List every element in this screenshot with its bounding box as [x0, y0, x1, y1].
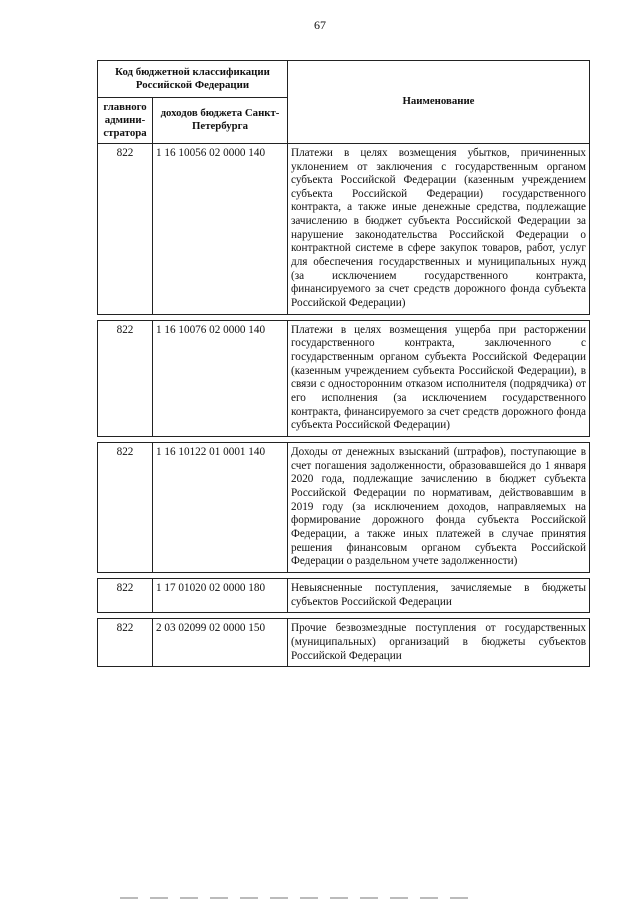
table-row	[98, 143, 590, 314]
name-cell: Доходы от денежных взысканий (штрафов), поступающие в счет погашения задолженности, образовавшейся до 1 января 2020 года, подлежащие зачислению в бюджет субъекта Российской Федерации по нормативам, действовавшим в 2019 году (за исключением доходов, направляемых на формирование дорожного фонда субъекта Российской Федерации, а также иных платежей в случае принятия решения финансовым органом субъекта Российской Федерации о раздельном учете задолженности)	[288, 442, 590, 572]
income-code-cell: 2 03 02099 02 0000 150	[153, 619, 288, 667]
header-main-administrator: главного админи-стратора	[98, 98, 153, 144]
admin-code-cell: 822	[98, 578, 153, 612]
name-cell: Невыясненные поступления, зачисляемые в бюджеты субъектов Российской Федерации	[288, 578, 590, 612]
budget-classification-table	[97, 60, 590, 667]
admin-code-cell: 822	[98, 320, 153, 436]
table-row	[98, 578, 590, 612]
header-budget-classification-code: Код бюджетной классификации Российской Федерации	[98, 61, 288, 98]
admin-code-cell: 822	[98, 442, 153, 572]
name-cell: Платежи в целях возмещения ущерба при расторжении государственного контракта, заключенного с государственным органом субъекта Российской Федерации (казенным учреждением субъекта Российской Федерации), в связи с односторонним отказом исполнителя (подрядчика) от его исполнения (за исключением государственного контракта, финансируемого за счет средств дорожного фонда субъекта Российской Федерации)	[288, 320, 590, 436]
admin-code-cell: 822	[98, 619, 153, 667]
header-name: Наименование	[288, 61, 590, 144]
income-code-cell: 1 16 10076 02 0000 140	[153, 320, 288, 436]
table-row	[98, 442, 590, 572]
admin-code-cell: 822	[98, 143, 153, 314]
income-code-cell: 1 16 10122 01 0001 140	[153, 442, 288, 572]
footer-scan-mark	[120, 897, 470, 899]
name-cell: Платежи в целях возмещения убытков, причиненных уклонением от заключения с государственным органом субъекта Российской Федерации (казенным учреждением субъекта Российской Федерации) государственного контракта, а также иные денежные средства, подлежащие зачислению в бюджет субъекта Российской Федерации за нарушение законодательства Российской Федерации о контрактной системе в сфере закупок товаров, работ, услуг для обеспечения государственных и муниципальных нужд (за исключением государственного контракта, финансируемого за счет средств дорожного фонда субъекта Российской Федерации)	[288, 143, 590, 314]
income-code-cell: 1 17 01020 02 0000 180	[153, 578, 288, 612]
income-code-cell: 1 16 10056 02 0000 140	[153, 143, 288, 314]
page-number: 67	[314, 18, 326, 32]
header-budget-income: доходов бюджета Санкт-Петербурга	[153, 98, 288, 144]
table-row	[98, 619, 590, 667]
table-row	[98, 320, 590, 436]
name-cell: Прочие безвозмездные поступления от государственных (муниципальных) организаций в бюджеты субъектов Российской Федерации	[288, 619, 590, 667]
